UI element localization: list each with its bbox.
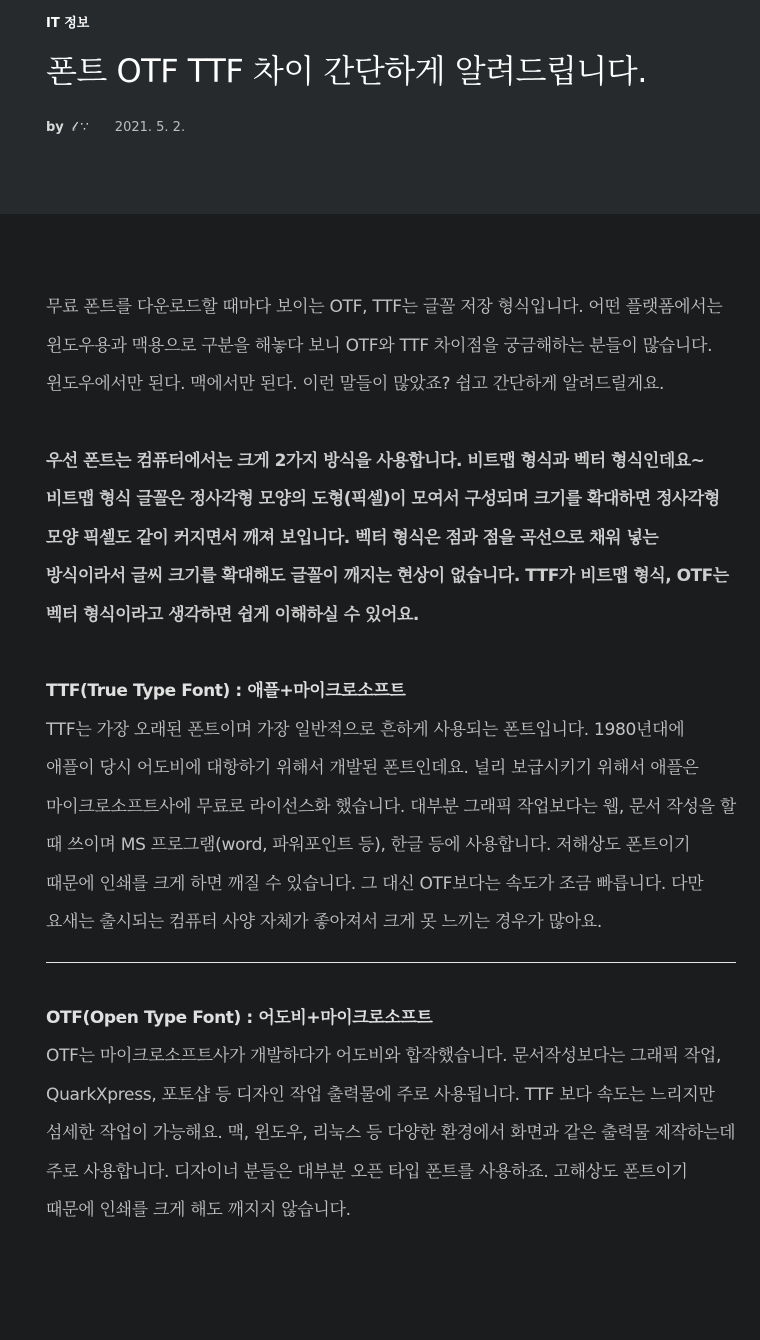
otf-paragraph: OTF는 마이크로소프트사가 개발하다가 어도비와 합작했습니다. 문서작성보다는 그래픽 작업, QuarkXpress, 포토샵 등 디자인 작업 출력물에 주로 사용됩니다. TTF 보다 속도는 느리지만 섬세한 작업이 가능해요. 맥, 윈도우, 리눅스 등 다양한 환경에서 화면과 같은 출력물 제작하는데 주로 사용합니다. 디자이너 분들은 대부분 오픈 타입 폰트를 사용하죠. 고해상도 폰트이기 때문에 인쇄를 크게 해도 깨지지 않습니다. <box>46 1046 736 1220</box>
post-header <box>0 0 760 214</box>
post-date: 2021. 5. 2. <box>114 120 186 135</box>
section-divider <box>46 962 736 963</box>
post-meta <box>46 120 185 135</box>
category-link[interactable]: IT 정보 <box>46 16 90 31</box>
otf-heading: OTF(Open Type Font) : 어도비+마이크로소프트 <box>46 1007 433 1028</box>
summary-paragraph: 우선 폰트는 컴퓨터에서는 크게 2가지 방식을 사용합니다. 비트맵 형식과 벡터 형식인데요~ 비트맵 형식 글꼴은 정사각형 모양의 도형(픽셀)이 모여서 구성되며 크기를 확대하면 정사각형 모양 픽셀도 같이 커지면서 깨져 보입니다. 벡터 형식은 점과 점을 곡선으로 채워 넣는 방식이라서 글씨 크기를 확대해도 글꼴이 깨지는 현상이 없습니다. TTF가 비트맵 형식, OTF는 벡터 형식이라고 생각하면 쉽게 이해하실 수 있어요. <box>46 450 729 625</box>
paragraph-spacer <box>46 634 736 672</box>
post-title: 폰트 OTF TTF 차이 간단하게 알려드립니다. <box>46 52 647 90</box>
paragraph-spacer <box>46 404 736 442</box>
ttf-paragraph: TTF는 가장 오래된 폰트이며 가장 일반적으로 흔하게 사용되는 폰트입니다. 1980년대에 애플이 당시 어도비에 대항하기 위해서 개발된 폰트인데요. 널리 보급시키기 위해서 애플은 마이크로소프트사에 무료로 라이선스화 했습니다. 대부분 그래픽 작업보다는 웹, 문서 작성을 할 때 쓰이며 MS 프로그램(word, 파워포인트 등), 한글 등에 사용합니다. 저해상도 폰트이기 때문에 인쇄를 크게 하면 깨질 수 있습니다. 그 대신 OTF보다는 속도가 조금 빠릅니다. 다만 요새는 출시되는 컴퓨터 사양 자체가 좋아져서 크게 못 느끼는 경우가 많아요. <box>46 719 737 932</box>
author-name[interactable]: 𝓁 ∵ <box>71 120 89 135</box>
by-label: by <box>46 120 64 135</box>
ttf-heading: TTF(True Type Font) : 애플+마이크로소프트 <box>46 681 406 701</box>
article-body <box>46 288 736 1230</box>
intro-paragraph: 무료 폰트를 다운로드할 때마다 보이는 OTF, TTF는 글꼴 저장 형식입니다. 어떤 플랫폼에서는 윈도우용과 맥용으로 구분을 해놓다 보니 OTF와 TTF 차이점을 궁금해하는 분들이 많습니다. 윈도우에서만 된다. 맥에서만 된다. 이런 말들이 많았죠? 쉽고 간단하게 알려드릴게요. <box>46 297 723 394</box>
